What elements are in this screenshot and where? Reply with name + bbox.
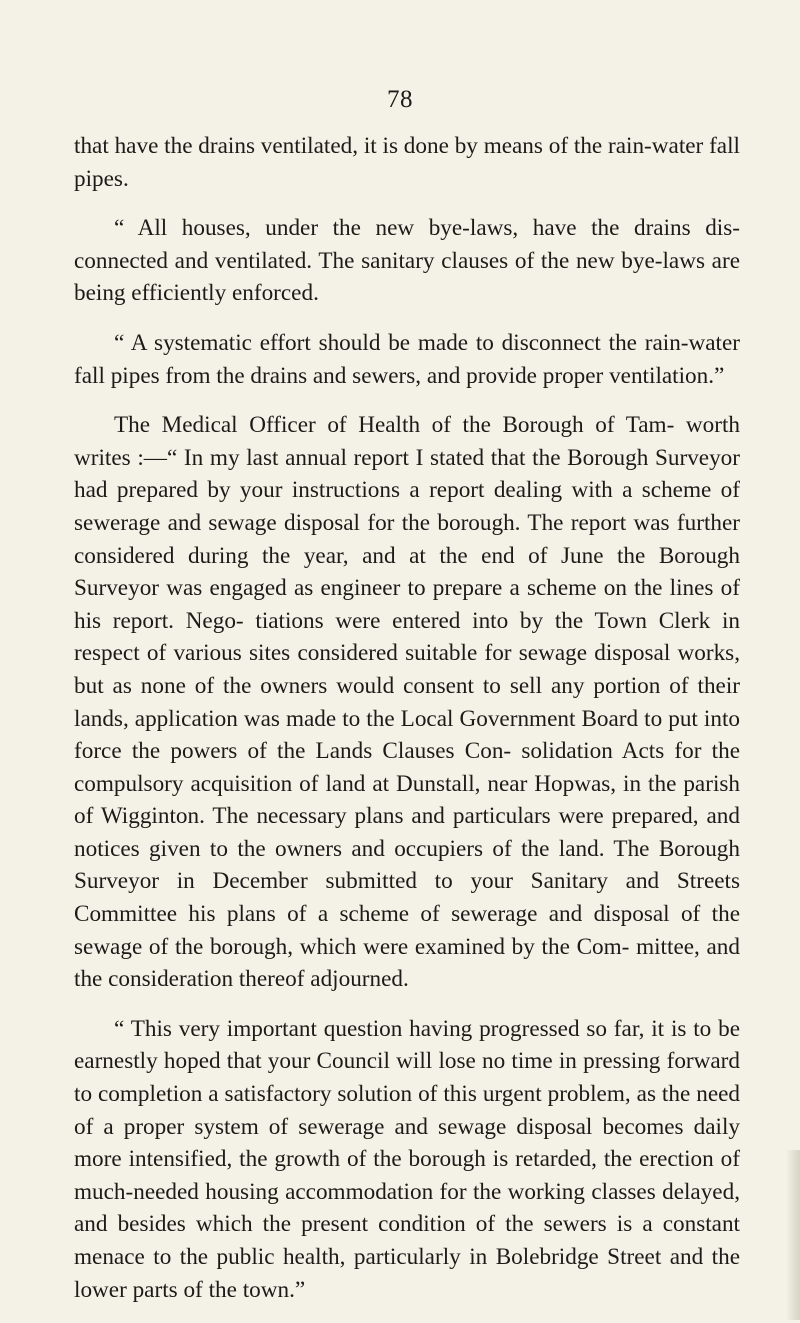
paragraph-systematic-effort: “ A systematic effort should be made to disconnect the rain-water fall pipes from the drains and sewers, and provide proper ventilation.” (74, 329, 740, 389)
page-edge-shadow (786, 1150, 800, 1320)
page-number: 78 (387, 86, 413, 113)
paragraph-tamworth-report: The Medical Officer of Health of the Borough of Tam- worth writes :—“ In my last annual report I stated that the Borough Surveyor had prepared by your instructions a report dealing with a scheme of sewerage and sewage disposal for the borough. The report was further considered during the year, and at the end of June the Borough Surveyor was engaged as engineer to prepare a scheme on the lines of his report. Nego- tiations were entered into by the Town Clerk in respect of various sites considered suitable for sewage disposal works, but as none of the owners would consent to sell any portion of their lands, application was made to the Local Government Board to put into force the powers of the Lands Clauses Con- solidation Acts for the compulsory acquisition of land at Dunstall, near Hopwas, in the parish of Wigginton. The necessary plans and particulars were prepared, and notices given to the owners and occupiers of the land. The Borough Surveyor in December submitted to your Sanitary and Streets Committee his plans of a scheme of sewerage and disposal of the sewage of the borough, which were examined by the Com- mittee, and the consideration thereof adjourned. (74, 412, 740, 993)
paragraph-continuation: that have the drains ventilated, it is done by means of the rain-water fall pipes. (74, 133, 740, 192)
paragraph-bye-laws: “ All houses, under the new bye-laws, have the drains dis- connected and ventilated. The sanitary clauses of the new bye-laws are being efficiently enforced. (74, 215, 740, 307)
body-text (74, 130, 740, 1323)
paragraph-important-question: “ This very important question having progressed so far, it is to be earnestly hoped that your Council will lose no time in pressing forward to completion a satisfactory solution of this urgent problem, as the need of a proper system of sewerage and sewage disposal becomes daily more intensified, the growth of the borough is retarded, the erection of much-needed housing accommodation for the working classes delayed, and besides which the present condition of the sewers is a constant menace to the public health, particularly in Bolebridge Street and the lower parts of the town.” (74, 1015, 740, 1303)
